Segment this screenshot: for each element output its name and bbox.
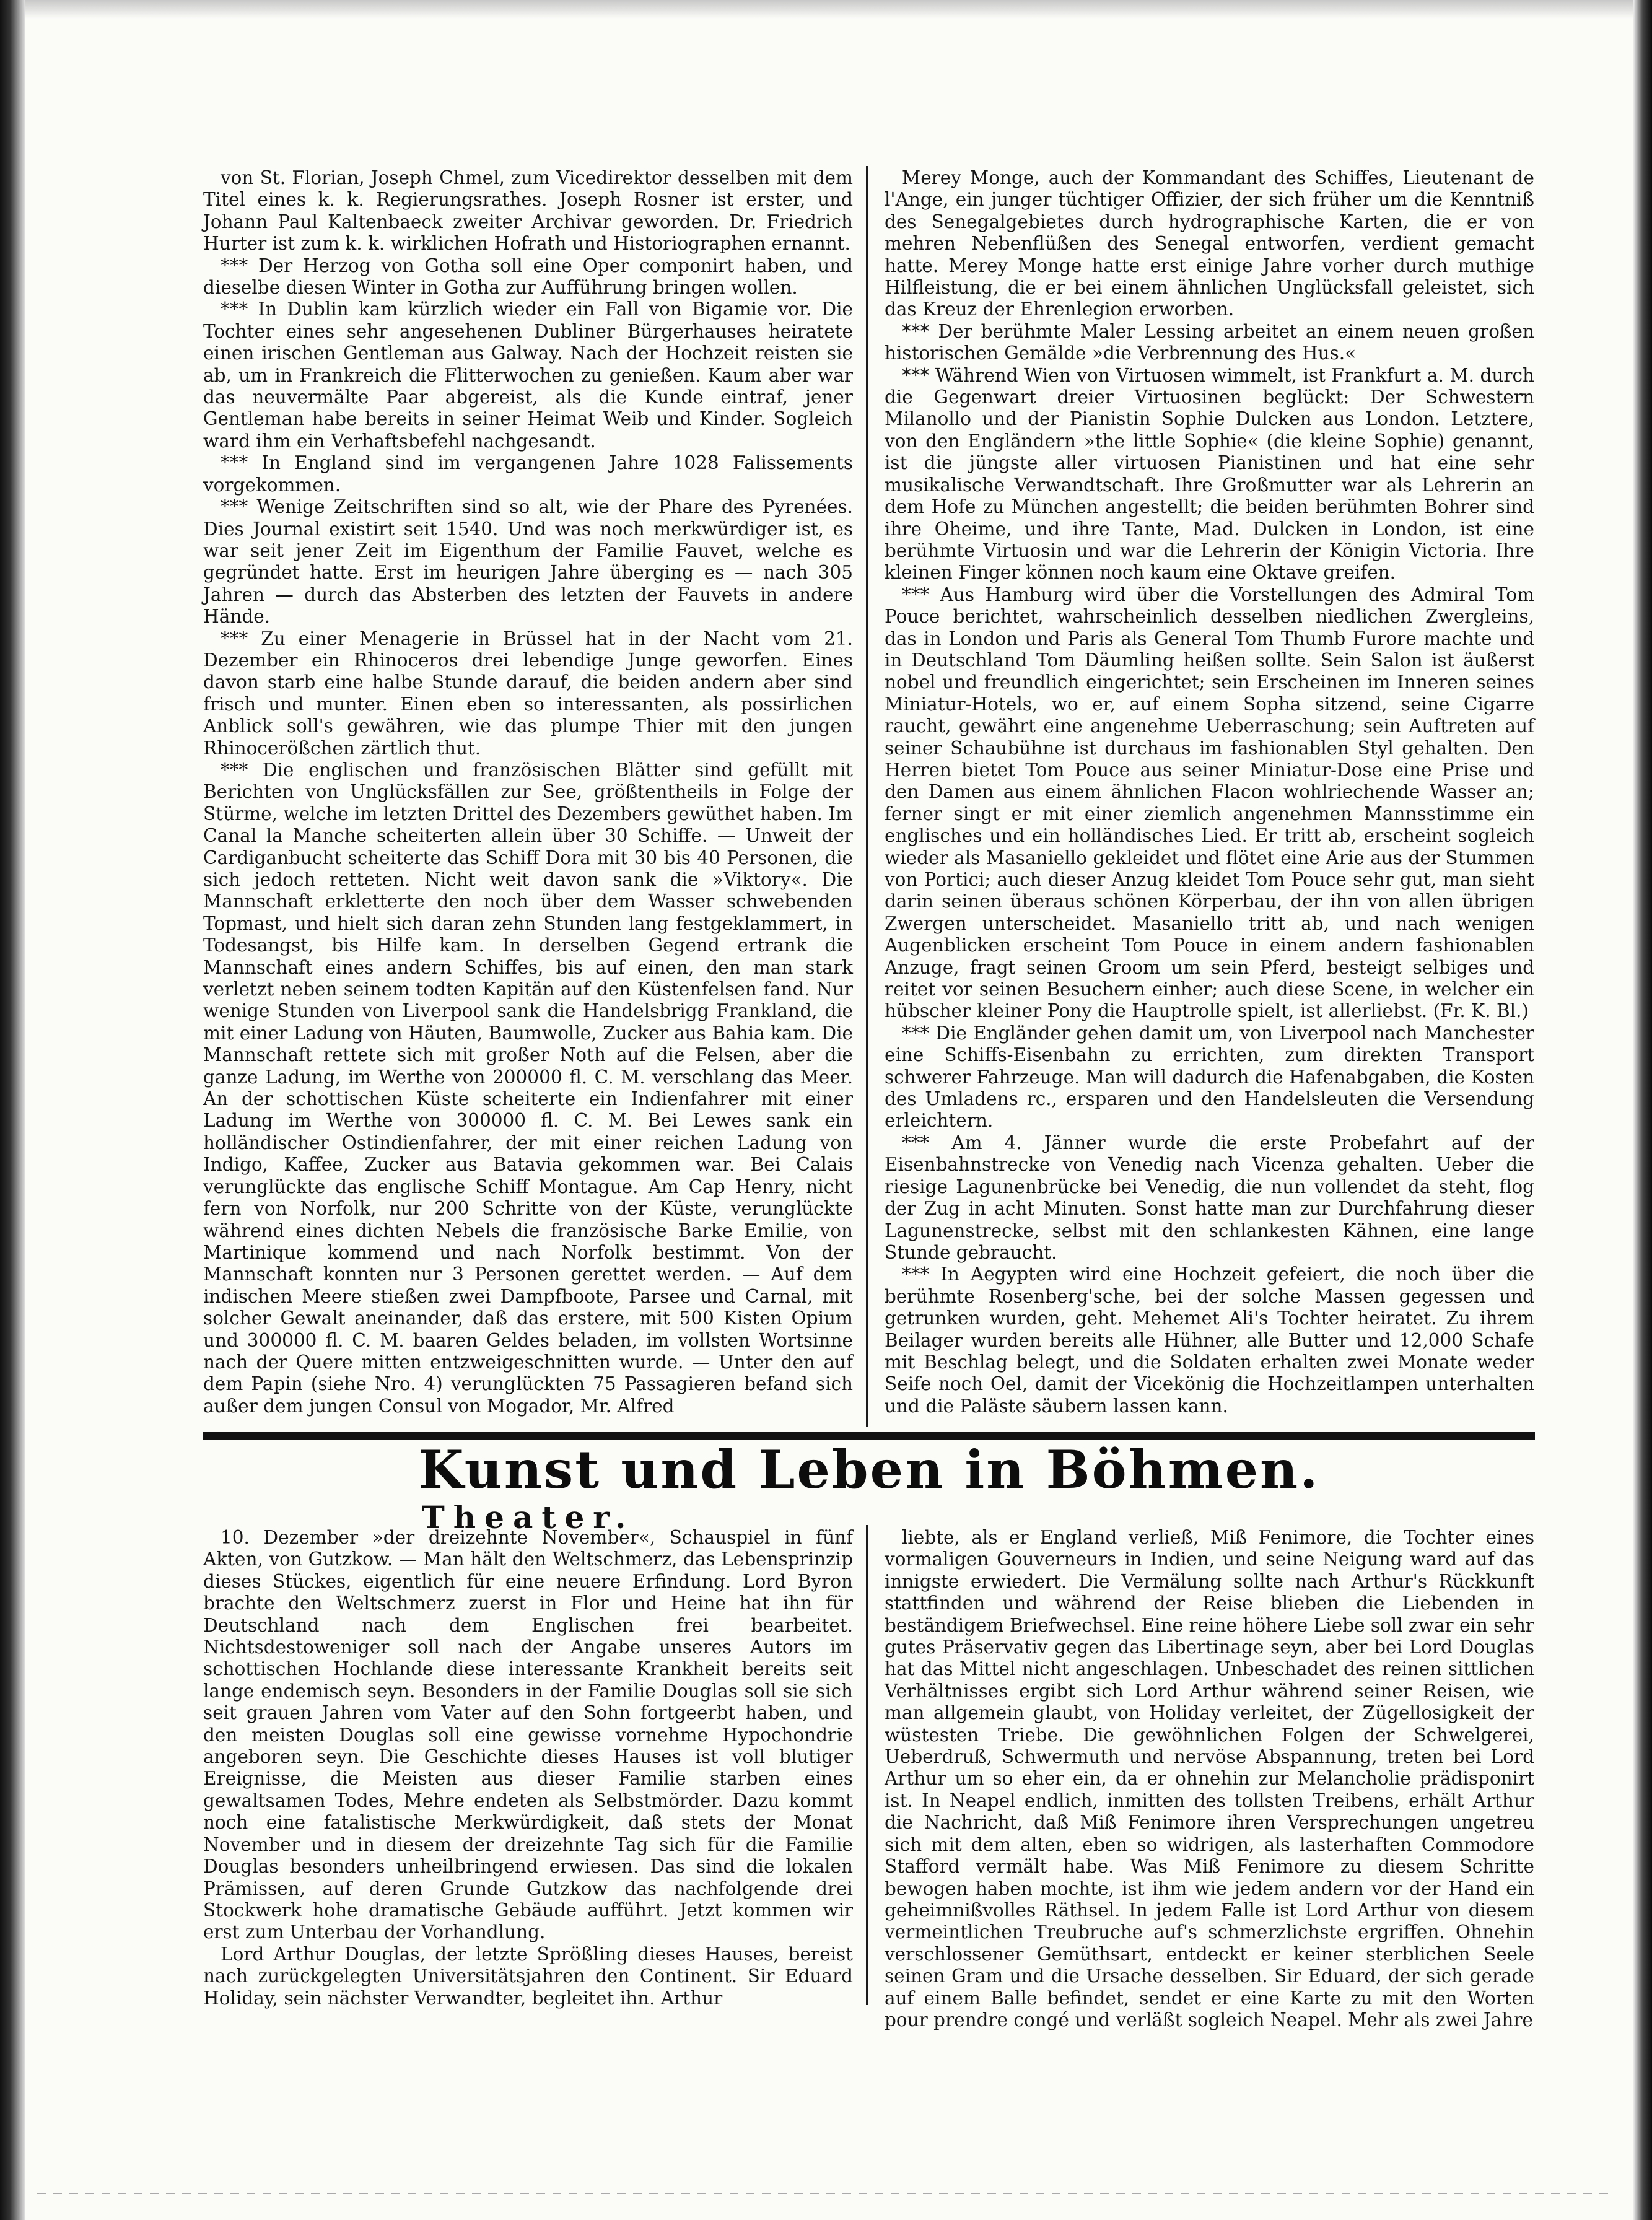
- column-right-bottom: [885, 1527, 1534, 2030]
- page-bottom-border: [37, 2193, 1615, 2194]
- column-left-top: [203, 167, 853, 1422]
- paragraph: *** Der berühmte Maler Lessing arbeitet an einem neuen großen historischen Gemälde »die Verbrennung des Hus.«: [885, 320, 1534, 364]
- paragraph: *** Die Engländer gehen damit um, von Liverpool nach Manchester eine Schiffs-Eisenbahn zu errichten, zum direkten Transport schwerer Fahrzeuge. Man will dadurch die Hafenabgaben, die Kosten des Umladens rc., ersparen und den Handelsleuten die Versendung erleichtern.: [885, 1022, 1534, 1132]
- paragraph: *** Aus Hamburg wird über die Vorstellungen des Admiral Tom Pouce berichtet, wahrscheinlich desselben niedlichen Zwergleins, das in London und Paris als General Tom Thumb Furore machte und in Deutschland Tom Däumling heißen sollte. Sein Salon ist äußerst nobel und freundlich eingerichtet; sein Erscheinen im Inneren seines Miniatur-Hotels, wo er, auf einem Sopha sitzend, seine Cigarre raucht, gewährt eine angenehme Ueberraschung; sein Auftreten auf seiner Schaubühne ist durchaus im fashionablen Styl gehalten. Den Herren bietet Tom Pouce aus seiner Miniatur-Dose eine Prise und den Damen aus einem ähnlichen Flacon wohlriechende Wasser an; ferner singt er mit einer ziemlich angenehmen Mannsstimme ein englisches und ein holländisches Lied. Er tritt ab, erscheint sogleich wieder als Masaniello gekleidet und flötet eine Arie aus der Stummen von Portici; auch dieser Anzug kleidet Tom Pouce sehr gut, man sieht darin seinen überaus schönen Körperbau, der ihn von allen übrigen Zwergen unterscheidet. Masaniello tritt ab, und nach wenigen Augenblicken erscheint Tom Pouce in einem andern fashionablen Anzuge, fragt seinen Groom um sein Pferd, besteigt selbiges und reitet vor seinen Besuchern einher; auch diese Scene, in welcher ein hübscher kleiner Pony die Hauptrolle spielt, ist allerliebst. (Fr. K. Bl.): [885, 583, 1534, 1022]
- column-divider: [866, 166, 868, 1427]
- paragraph: *** Wenige Zeitschriften sind so alt, wie der Phare des Pyrenées. Dies Journal existirt seit 1540. Und was noch merkwürdiger ist, es war seit jener Zeit im Eigenthum der Familie Fauvet, welche es gegründet hatte. Erst im heurigen Jahre überging es — nach 305 Jahren — durch das Absterben des letzten der Fauvets in andere Hände.: [203, 496, 853, 627]
- paragraph: von St. Florian, Joseph Chmel, zum Vicedirektor desselben mit dem Titel eines k. k. Regierungsrathes. Joseph Rosner ist erster, und Johann Paul Kaltenbaeck zweiter Archivar geworden. Dr. Friedrich Hurter ist zum k. k. wirklichen Hofrath und Historiographen ernannt.: [203, 167, 853, 255]
- paragraph: liebte, als er England verließ, Miß Fenimore, die Tochter eines vormaligen Gouverneurs in Indien, und seine Neigung ward auf das innigste erwiedert. Die Vermälung sollte nach Arthur's Rückkunft stattfinden und während der Reise blieben die Liebenden in beständigem Briefwechsel. Eine reine höhere Liebe soll zwar ein sehr gutes Präservativ gegen das Libertinage seyn, aber bei Lord Douglas hat das Mittel nicht angeschlagen. Unbeschadet des reinen sittlichen Verhältnisses ergibt sich Lord Arthur während seiner Reisen, wie man allgemein glaubt, von Holiday verleitet, der Zügellosigkeit der wüstesten Triebe. Die gewöhnlichen Folgen der Schwelgerei, Ueberdruß, Schwermuth und nervöse Abspannung, treten bei Lord Arthur um so eher ein, da er ohnehin zur Melancholie prädisponirt ist. In Neapel endlich, inmitten des tollsten Treibens, erhält Arthur die Nachricht, daß Miß Fenimore ihren Versprechungen ungetreu sich mit dem alten, eben so widrigen, als lasterhaften Commodore Stafford vermält habe. Was Miß Fenimore zu diesem Schritte bewogen haben mochte, ist ihm wie jedem andern vor der Hand ein geheimnißvolles Räthsel. In jedem Falle ist Lord Arthur von diesem vermeintlichen Treubruche auf's schmerzlichste ergriffen. Ohnehin verschlossener Gemüthsart, entdeckt er keiner sterblichen Seele seinen Gram und die Ursache desselben. Sir Eduard, der sich gerade auf einem Balle befindet, sendet er eine Karte zu mit den Worten pour prendre congé und verläßt sogleich Neapel. Mehr als zwei Jahre: [885, 1527, 1534, 2030]
- paragraph: *** Die englischen und französischen Blätter sind gefüllt mit Berichten von Unglücksfällen zur See, größtentheils in Folge der Stürme, welche im letzten Drittel des Dezembers gewüthet haben. Im Canal la Manche scheiterten allein über 30 Schiffe. — Unweit der Cardiganbucht scheiterte das Schiff Dora mit 30 bis 40 Personen, die sich jedoch retteten. Nicht weit davon sank die »Viktory«. Die Mannschaft erkletterte den noch über dem Wasser schwebenden Topmast, und hielt sich daran zehn Stunden lang festgeklammert, in Todesangst, bis Hilfe kam. In derselben Gegend ertrank die Mannschaft eines andern Schiffes, bis auf einen, den man stark verletzt neben seinem todten Kapitän auf den Küstenfelsen fand. Nur wenige Stunden von Liverpool sank die Handelsbrigg Frankland, die mit einer Ladung von Häuten, Baumwolle, Zucker aus Bahia kam. Die Mannschaft rettete sich mit großer Noth auf die Felsen, aber die ganze Ladung, im Werthe von 200000 fl. C. M. verschlang das Meer. An der schottischen Küste scheiterte ein Indienfahrer mit einer Ladung im Werthe von 300000 fl. C. M. Bei Lewes sank ein holländischer Ostindienfahrer, der mit einer reichen Ladung von Indigo, Kaffee, Zucker aus Batavia gekommen war. Bei Calais verunglückte das englische Schiff Montague. Am Cap Henry, nicht fern von Norfolk, nur 200 Schritte von der Küste, verunglückte während eines dichten Nebels die französische Barke Emilie, von Martinique kommend und nach Norfolk bestimmt. Von der Mannschaft konnten nur 3 Personen gerettet werden. — Auf dem indischen Meere stießen zwei Dampfboote, Parsee und Carnal, mit solcher Gewalt aneinander, daß das erstere, mit 500 Kisten Opium und 300000 fl. C. M. baaren Geldes beladen, im vollsten Wortsinne nach der Quere mitten entzweigeschnitten wurde. — Unter den auf dem Papin (siehe Nro. 4) verunglückten 75 Passagieren befand sich außer dem jungen Consul von Mogador, Mr. Alfred: [203, 759, 853, 1417]
- paragraph: *** Zu einer Menagerie in Brüssel hat in der Nacht vom 21. Dezember ein Rhinoceros drei lebendige Junge geworfen. Eines davon starb eine halbe Stunde darauf, die beiden andern aber sind frisch und munter. Einen eben so interessanten, als possirlichen Anblick soll's gewähren, wie das plumpe Thier mit den jungen Rhinocerößchen zärtlich thut.: [203, 627, 853, 759]
- paragraph: Merey Monge, auch der Kommandant des Schiffes, Lieutenant de l'Ange, ein junger tüchtiger Offizier, der sich früher um die Kenntniß des Senegalgebietes durch hydrographische Karten, die er von mehren Nebenflüßen des Senegal entworfen, verdient gemacht hatte. Merey Monge hatte erst einige Jahre vorher durch muthige Hilfleistung, die er bei einem ähnlichen Unglücksfall geleistet, sich das Kreuz der Ehrenlegion erworben.: [885, 167, 1534, 320]
- column-left-bottom: [203, 1527, 853, 2009]
- subsection-title: Theater.: [421, 1499, 635, 1536]
- scan-edge-left: [0, 0, 25, 2220]
- paragraph: *** Der Herzog von Gotha soll eine Oper componirt haben, und dieselbe diesen Winter in Gotha zur Aufführung bringen wollen.: [203, 255, 853, 299]
- paragraph: *** Während Wien von Virtuosen wimmelt, ist Frankfurt a. M. durch die Gegenwart dreier Virtuosinen beglückt: Der Schwestern Milanollo und der Pianistin Sophie Dulcken aus London. Letztere, von den Engländern »the little Sophie« (die kleine Sophie) genannt, ist die jüngste aller virtuosen Pianistinen und hat eine sehr musikalische Verwandtschaft. Ihre Großmutter war als Lehrerin an dem Hofe zu München angestellt; die beiden berühmten Bohrer sind ihre Oheime, und ihre Tante, Mad. Dulcken in London, ist eine berühmte Virtuosin und war die Lehrerin der Königin Victoria. Ihre kleinen Finger können noch kaum eine Oktave greifen.: [885, 364, 1534, 583]
- scan-edge-right: [1633, 0, 1652, 2220]
- column-divider: [866, 1525, 868, 2005]
- column-right-top: [885, 167, 1534, 1422]
- paragraph: *** In Dublin kam kürzlich wieder ein Fall von Bigamie vor. Die Tochter eines sehr angesehenen Dubliner Bürgerhauses heiratete einen irischen Gentleman aus Galway. Nach der Hochzeit reisten sie ab, um in Frankreich die Flitterwochen zu genießen. Kaum aber war das neuvermälte Paar abgereist, als die Kunde eintraf, jener Gentleman habe bereits in seiner Heimat Weib und Kinder. Sogleich ward ihm ein Verhaftsbefehl nachgesandt.: [203, 299, 853, 452]
- paragraph: *** Am 4. Jänner wurde die erste Probefahrt auf der Eisenbahnstrecke von Venedig nach Vicenza gehalten. Ueber die riesige Lagunenbrücke bei Venedig, die nun vollendet da steht, flog der Zug in acht Minuten. Sonst hatte man zur Durchfahrung dieser Lagunenstrecke, selbst mit den schlankesten Kähnen, eine lange Stunde gebraucht.: [885, 1132, 1534, 1263]
- scan-edge-top: [25, 0, 1633, 19]
- section-title: Kunst und Leben in Böhmen.: [418, 1439, 1320, 1500]
- paragraph: Lord Arthur Douglas, der letzte Sprößling dieses Hauses, bereist nach zurückgelegten Universitätsjahren den Continent. Sir Eduard Holiday, sein nächster Verwandter, begleitet ihn. Arthur: [203, 1943, 853, 2009]
- paragraph: *** In Aegypten wird eine Hochzeit gefeiert, die noch über die berühmte Rosenberg'sche, bei der solche Massen gegessen und getrunken wurden, geht. Mehemet Ali's Tochter heiratet. Zu ihrem Beilager wurden bereits alle Hühner, alle Butter und 12,000 Schafe mit Beschlag belegt, und die Soldaten erhalten zwei Monate weder Seife noch Oel, damit der Vicekönig die Hochzeitlampen unterhalten und die Paläste säubern lassen kann.: [885, 1264, 1534, 1417]
- paragraph: *** In England sind im vergangenen Jahre 1028 Falissements vorgekommen.: [203, 452, 853, 496]
- paragraph: 10. Dezember »der dreizehnte November«, Schauspiel in fünf Akten, von Gutzkow. — Man hält den Weltschmerz, das Lebensprinzip dieses Stückes, eigentlich für eine neuere Erfindung. Lord Byron brachte den Weltschmerz zuerst in Flor und Heine hat ihn für Deutschland nach dem Englischen frei bearbeitet. Nichtsdestoweniger soll nach der Angabe unseres Autors im schottischen Hochlande diese interessante Krankheit bereits seit lange endemisch seyn. Besonders in der Familie Douglas soll sie sich seit grauen Jahren vom Vater auf den Sohn fortgeerbt haben, und den meisten Douglas soll eine gewisse vornehme Hypochondrie angeboren seyn. Die Geschichte dieses Hauses ist voll blutiger Ereignisse, die Meisten aus dieser Familie starben eines gewaltsamen Todes, Mehre endeten als Selbstmörder. Dazu kommt noch eine fatalistische Merkwürdigkeit, daß stets der Monat November und in diesem der dreizehnte Tag sich für die Familie Douglas besonders unheilbringend erwiesen. Das sind die lokalen Prämissen, auf deren Grunde Gutzkow das nachfolgende drei Stockwerk hohe dramatische Gebäude aufführt. Jetzt kommen wir erst zum Unterbau der Vorhandlung.: [203, 1527, 853, 1943]
